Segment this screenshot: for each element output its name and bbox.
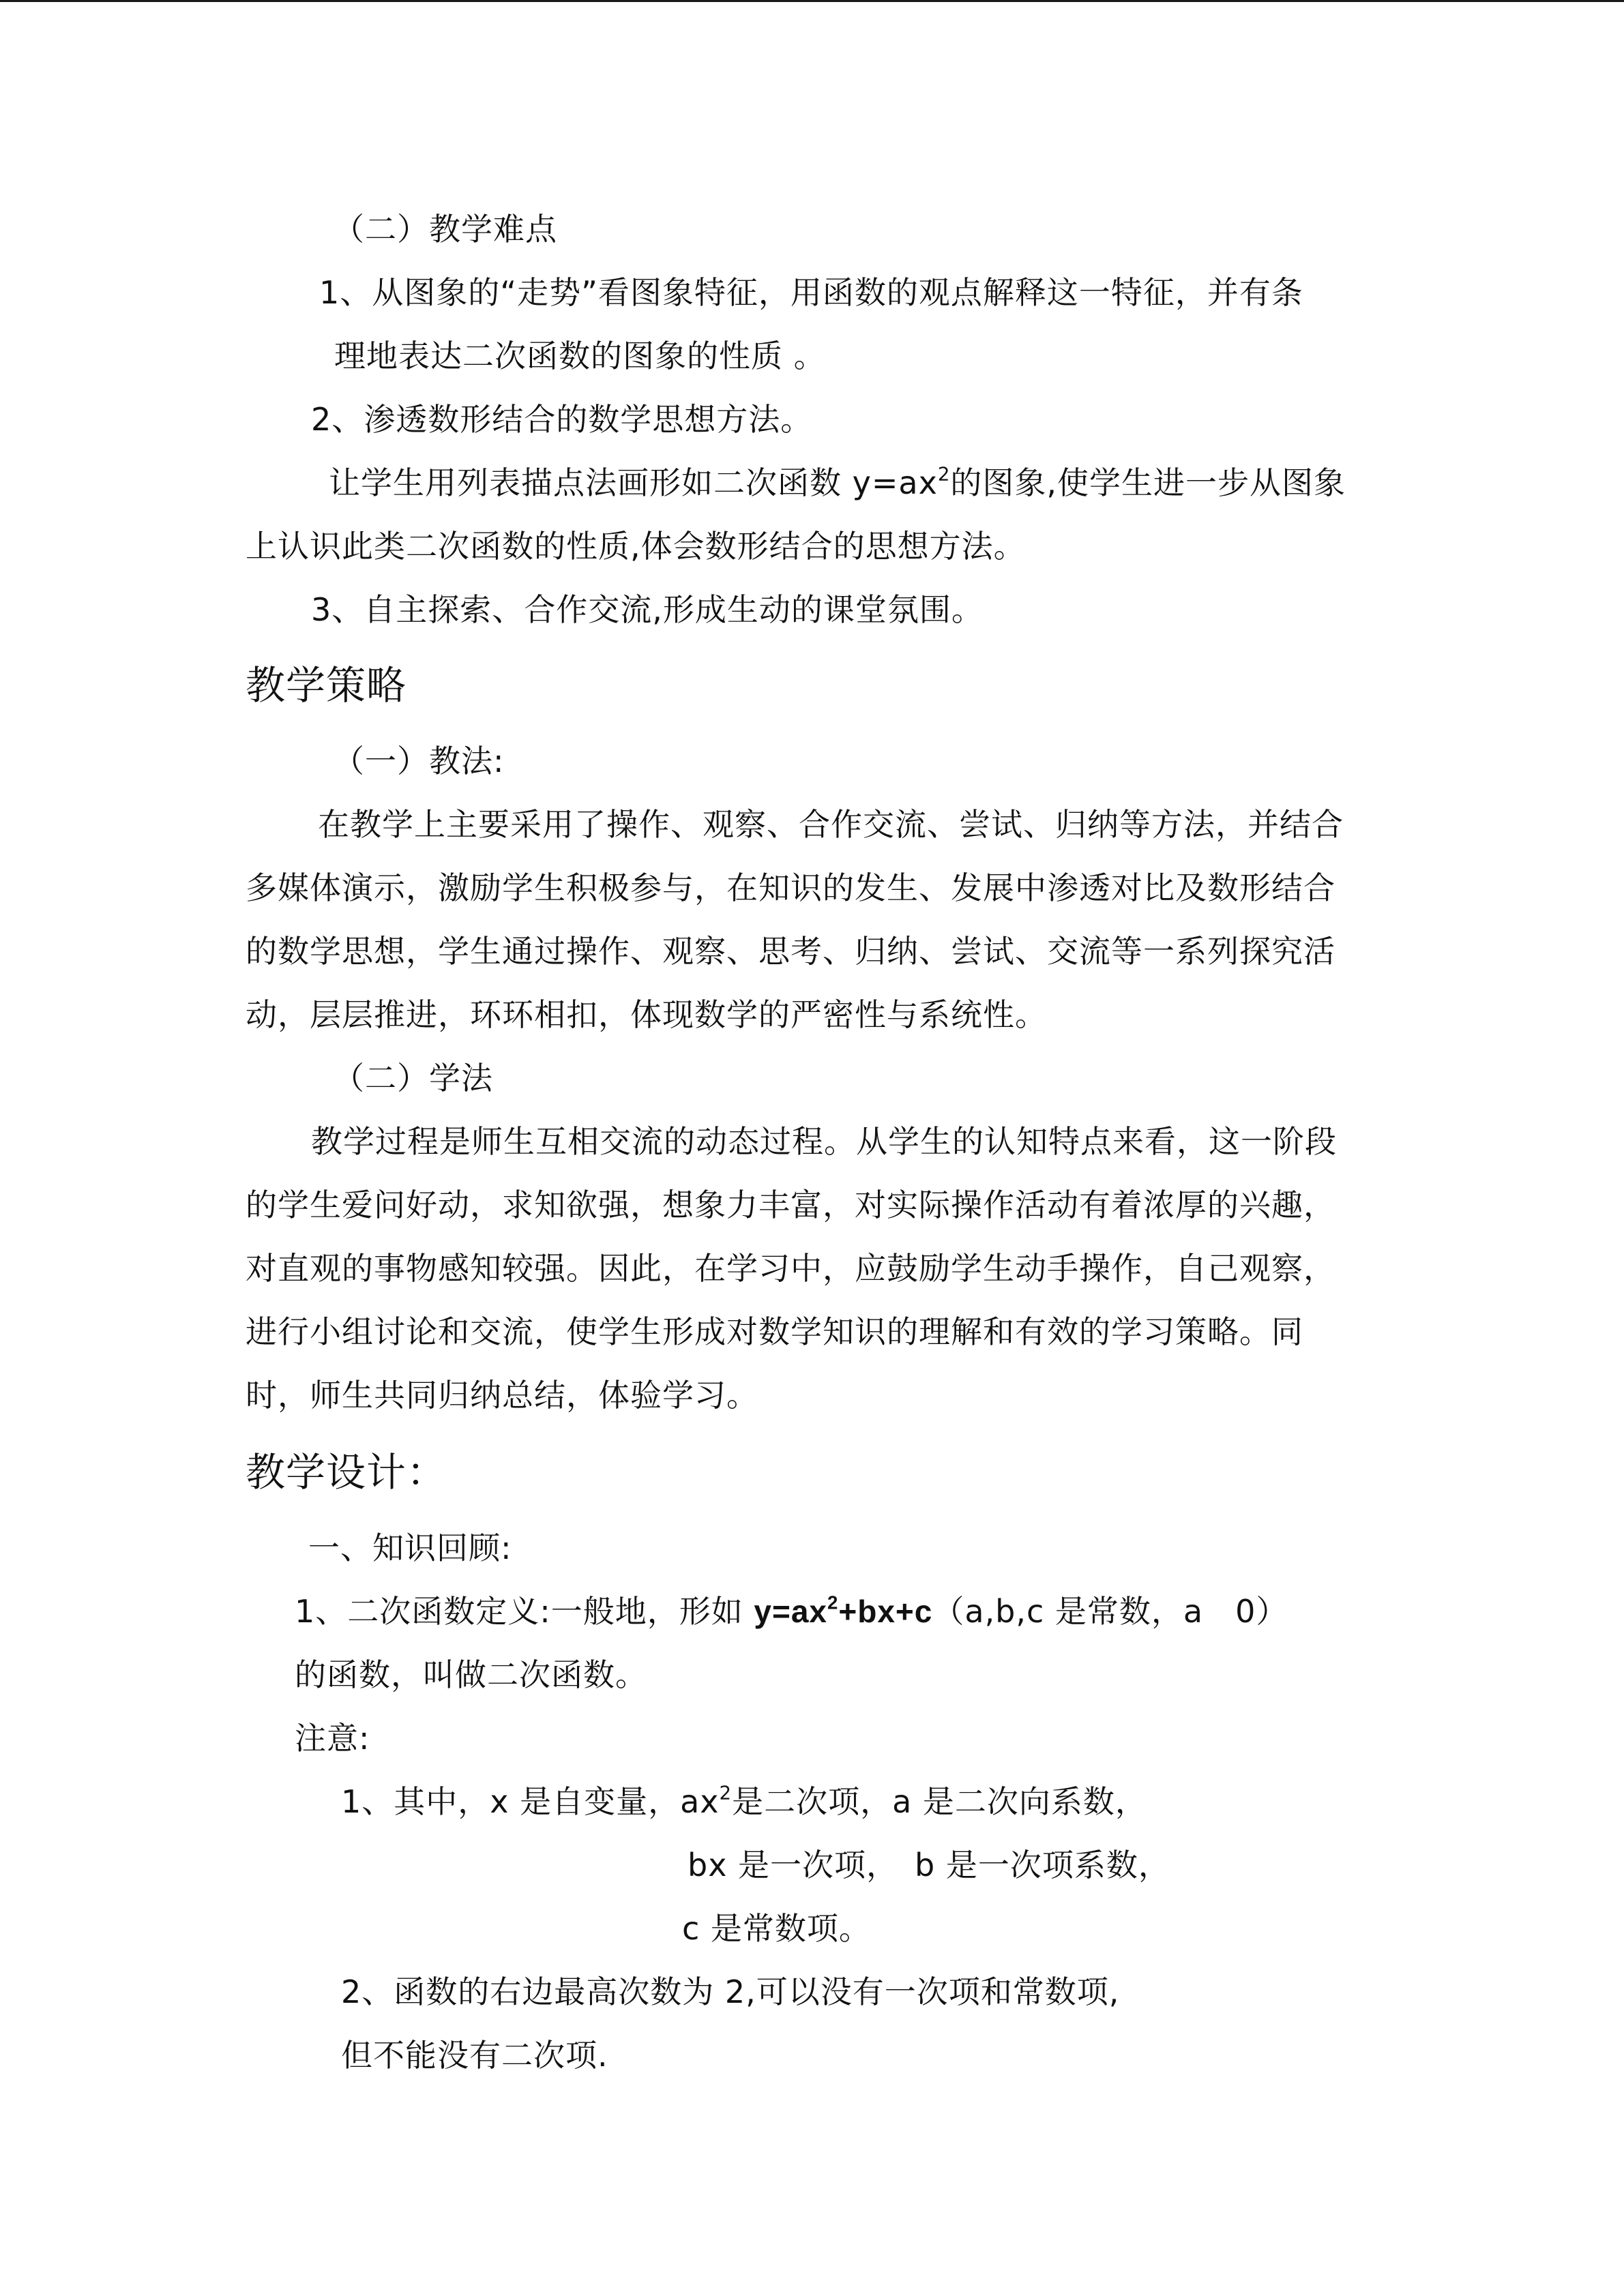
- note-2-line-1: 2、函数的右边最高次数为 2,可以没有一次项和常数项,: [341, 1973, 1120, 2010]
- difficulty-item-1-line-1: 1、从图象的“走势”看图象特征，用函数的观点解释这一特征，并有条: [319, 274, 1303, 311]
- note-title: 注意:: [295, 1720, 370, 1757]
- learning-method-line-2: 的学生爱问好动，求知欲强，想象力丰富，对实际操作活动有着浓厚的兴趣，: [246, 1187, 1335, 1223]
- detail-text-before-formula: 让学生用列表描点法画形如二次函数 y=ax: [329, 464, 938, 501]
- learning-method-line-1: 教学过程是师生互相交流的动态过程。从学生的认知特点来看，这一阶段: [311, 1123, 1337, 1160]
- learning-method-line-5: 时，师生共同归纳总结，体验学习。: [246, 1377, 758, 1414]
- page-top-border: [0, 0, 1624, 2]
- strategy-heading: 教学策略: [246, 662, 407, 709]
- learning-method-line-4: 进行小组讨论和交流，使学生形成对数学知识的理解和有效的学习策略。同: [246, 1313, 1303, 1350]
- difficulty-item-2-detail-line-2: 上认识此类二次函数的性质,体会数形结合的思想方法。: [246, 528, 1026, 565]
- difficulty-item-2: 2、渗透数形结合的数学思想方法。: [311, 401, 813, 438]
- difficulty-item-2-detail-line-1: [329, 464, 1346, 502]
- definition-line-2: 的函数，叫做二次函数。: [295, 1656, 647, 1693]
- difficulty-item-1-line-2: 理地表达二次函数的图象的性质 。: [334, 338, 826, 374]
- teaching-method-line-1: 在教学上主要采用了操作、观察、合作交流、尝试、归纳等方法，并结合: [318, 806, 1344, 843]
- design-heading: 教学设计：: [246, 1449, 447, 1495]
- quadratic-formula: [754, 1594, 932, 1629]
- formula-exponent: 2: [827, 1592, 839, 1613]
- learning-method-title: （二）学法: [333, 1060, 493, 1097]
- formula-part-1: y=ax: [754, 1594, 828, 1629]
- teaching-method-line-4: 动，层层推进，环环相扣，体现数学的严密性与系统性。: [246, 996, 1047, 1033]
- teaching-method-title: （一）教法:: [333, 743, 505, 779]
- definition-text: 1、二次函数定义:一般地，形如: [295, 1593, 754, 1630]
- note-1-text-a: 1、其中，x 是自变量，ax: [341, 1783, 720, 1820]
- note-1-line-3: c 是常数项。: [682, 1910, 871, 1947]
- teaching-method-line-2: 多媒体演示，激励学生积极参与，在知识的发生、发展中渗透对比及数形结合: [246, 869, 1335, 906]
- note-1-line-1: [341, 1783, 1147, 1821]
- note-1-text-b: 是二次项，a 是二次向系数，: [732, 1783, 1147, 1820]
- detail-text-after-formula: 的图象,使学生进一步从图象: [950, 464, 1346, 501]
- note-1-line-2: bx 是一次项， b 是一次项系数，: [688, 1847, 1170, 1883]
- learning-method-line-3: 对直观的事物感知较强。因此，在学习中，应鼓励学生动手操作，自己观察，: [246, 1250, 1335, 1287]
- knowledge-review-title: 一、知识回顾:: [308, 1530, 512, 1566]
- note-1-exponent: 2: [719, 1781, 733, 1804]
- definition-line-1: [295, 1592, 1288, 1630]
- difficulty-item-3: 3、自主探索、合作交流,形成生动的课堂氛围。: [311, 591, 984, 628]
- teaching-method-line-3: 的数学思想，学生通过操作、观察、思考、归纳、尝试、交流等一系列探究活: [246, 933, 1335, 970]
- note-2-line-2: 但不能没有二次项.: [341, 2037, 608, 2074]
- exponent-superscript: 2: [937, 462, 951, 486]
- difficulties-title: （二）教学难点: [333, 211, 557, 248]
- definition-constants-note: （a,b,c 是常数，a 0）: [932, 1593, 1288, 1630]
- formula-part-2: +bx+c: [838, 1594, 933, 1629]
